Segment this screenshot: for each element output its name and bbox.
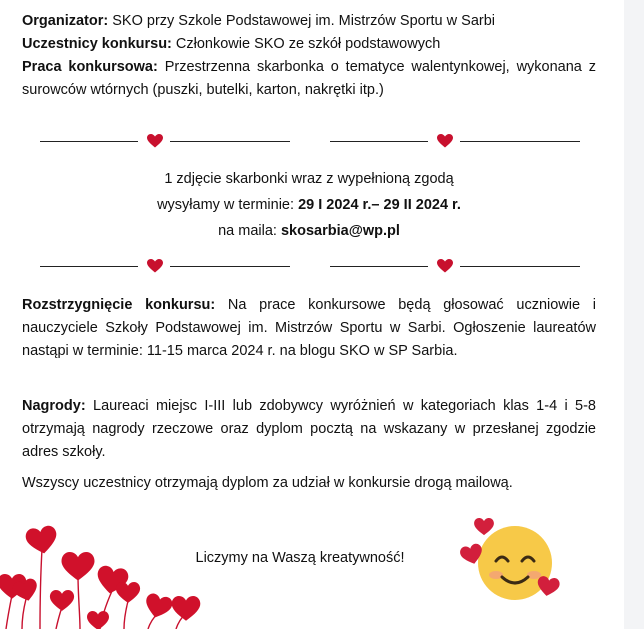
prizes-section (22, 395, 596, 464)
work-label: Praca konkursowa: (22, 59, 158, 75)
right-scroll-area (624, 0, 644, 629)
submission-line-2 (22, 192, 596, 218)
divider-left (40, 133, 290, 149)
heart-icon (147, 134, 163, 148)
submission-section (22, 166, 596, 244)
divider-right (330, 133, 580, 149)
divider-bottom (40, 258, 580, 274)
participants-line (22, 33, 596, 56)
organizer-line (22, 10, 596, 33)
participants-text: Członkowie SKO ze szkół podstawowych (175, 36, 441, 52)
submission-line-1: 1 zdjęcie skarbonki wraz z wypełnioną zgodą (164, 171, 454, 187)
smiling-face-with-hearts-icon (460, 515, 565, 605)
submission-line-3 (22, 218, 596, 244)
results-label: Rozstrzygnięcie konkursu: (22, 297, 216, 313)
closing-message: Liczymy na Waszą kreatywność! (195, 550, 405, 566)
divider-top (40, 133, 580, 149)
prizes-text: Laureaci miejsc I-III lub zdobywcy wyróżnień w kategoriach klas 1-4 i 5-8 otrzymają nagrody rzeczowe oraz dyplom pocztą na wskazany w przesłanej zgodzie adres szkoły. (22, 398, 596, 460)
results-text: Na prace konkursowe będą głosować uczniowie i nauczyciele Szkoły Podstawowej im. Mistrzów Sportu w Sarbi. Ogłoszenie laureatów nastąpi w terminie: 11-15 marca 2024 r. na blogu SKO w SP Sarbia. (22, 297, 596, 359)
submission-email: skosarbia@wp.pl (280, 223, 400, 239)
organizer-label: Organizator: (22, 13, 109, 29)
rules-section (22, 10, 596, 102)
hearts-bouquet-icon (0, 525, 210, 629)
all-participants-line: Wszyscy uczestnicy otrzymają dyplom za udział w konkursie drogą mailową. (22, 475, 513, 491)
results-section (22, 294, 596, 363)
heart-icon (437, 134, 453, 148)
prizes-label: Nagrody: (22, 398, 86, 414)
heart-icon (437, 259, 453, 273)
participants-label: Uczestnicy konkursu: (22, 36, 172, 52)
submission-line-2-prefix: wysyłamy w terminie: (157, 197, 295, 213)
divider-right (330, 258, 580, 274)
submission-deadline: 29 I 2024 r.– 29 II 2024 r. (298, 197, 461, 213)
organizer-text: SKO przy Szkole Podstawowej im. Mistrzów Sportu w Sarbi (112, 13, 495, 29)
work-text: Przestrzenna skarbonka o tematyce walentynkowej, wykonana z surowców wtórnych (puszki, butelki, karton, nakrętki itp.) (22, 59, 596, 98)
heart-icon (147, 259, 163, 273)
submission-line-3-prefix: na maila: (218, 223, 277, 239)
work-line (22, 56, 596, 102)
divider-left (40, 258, 290, 274)
